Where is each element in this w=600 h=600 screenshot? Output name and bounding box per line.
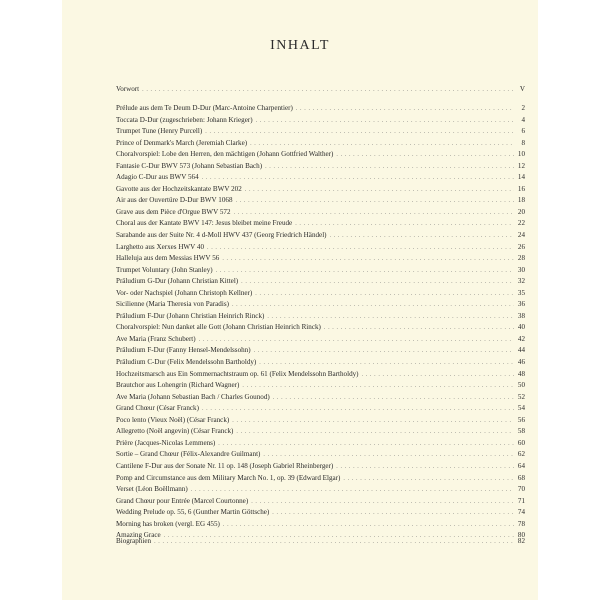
- dot-leader: [232, 300, 514, 312]
- toc-entry-title: Trumpet Tune (Henry Purcell): [116, 127, 203, 136]
- dot-leader: [256, 116, 514, 128]
- toc-entry: [116, 415, 525, 427]
- dot-leader: [223, 520, 514, 532]
- toc-list: [116, 103, 525, 542]
- toc-entry: [116, 138, 525, 150]
- toc-entry-page: 28: [517, 254, 525, 263]
- dot-leader: [236, 196, 515, 208]
- toc-entry-page: 14: [517, 173, 525, 182]
- toc-entry-page: 70: [517, 485, 525, 494]
- toc-entry: [116, 438, 525, 450]
- toc-entry: [116, 536, 525, 548]
- toc-entry-page: 38: [517, 311, 525, 320]
- toc-entry: [116, 195, 525, 207]
- toc-entry-page: 4: [521, 115, 525, 124]
- toc-entry: [116, 392, 525, 404]
- toc-entry: [116, 357, 525, 369]
- toc-entry: [116, 334, 525, 346]
- dot-leader: [296, 104, 514, 116]
- toc-appendix-section: [116, 536, 525, 548]
- toc-entry: [116, 449, 525, 461]
- toc-entry-title: Choral aus der Kantate BWV 147: Jesus bleibet meine Freude: [116, 219, 293, 228]
- toc-entry-page: 18: [517, 196, 525, 205]
- toc-entry: [116, 149, 525, 161]
- toc-entry-page: 64: [517, 461, 525, 470]
- dot-leader: [205, 127, 514, 139]
- toc-entry-page: 54: [517, 404, 525, 413]
- toc-entry: [116, 496, 525, 508]
- document-page: [62, 0, 538, 600]
- toc-entry: [116, 311, 525, 323]
- dot-leader: [218, 439, 514, 451]
- toc-entry-title: Toccata D-Dur (zugeschrieben: Johann Krieger): [116, 115, 253, 124]
- dot-leader: [202, 173, 514, 185]
- toc-entry-page: 8: [521, 138, 525, 147]
- toc-entry: [116, 345, 525, 357]
- toc-entry-page: 2: [521, 104, 525, 112]
- toc-entry-title: Präludium C-Dur (Felix Mendelssohn Bartholdy): [116, 358, 257, 367]
- toc-entry: [116, 126, 525, 138]
- dot-leader: [330, 231, 514, 243]
- toc-entry-page: 78: [517, 519, 525, 528]
- toc-entry-title: Gavotte aus der Hochzeitskantate BWV 202: [116, 184, 242, 193]
- toc-preface-section: [116, 84, 525, 96]
- toc-entry-title: Wedding Prelude op. 55, 6 (Gunther Martin Göttsche): [116, 508, 270, 517]
- toc-entry-title: Cantilene F-Dur aus der Sonate Nr. 11 op. 148 (Joseph Gabriel Rheinberger): [116, 461, 334, 470]
- toc-entry: [116, 207, 525, 219]
- toc-entry: [116, 161, 525, 173]
- dot-leader: [241, 277, 514, 289]
- toc-entry-page: 60: [517, 438, 525, 447]
- toc-entry-title: Prière (Jacques-Nicolas Lemmens): [116, 438, 216, 447]
- toc-entry-title: Vor- oder Nachspiel (Johann Christoph Kellner): [116, 288, 253, 297]
- toc-entry-title: Fantasie C-Dur BWV 573 (Johann Sebastian Bach): [116, 161, 263, 170]
- toc-entry: [116, 322, 525, 334]
- dot-leader: [245, 185, 514, 197]
- toc-entry-page: 26: [517, 242, 525, 251]
- toc-entry: [116, 115, 525, 127]
- toc-entry: [116, 461, 525, 473]
- dot-leader: [154, 537, 514, 549]
- toc-entry: [116, 299, 525, 311]
- toc-entry-title: Trumpet Voluntary (John Stanley): [116, 265, 213, 274]
- dot-leader: [343, 474, 514, 486]
- dot-leader: [336, 150, 514, 162]
- toc-entry: [116, 288, 525, 300]
- toc-entry-page: 74: [517, 508, 525, 517]
- toc-entry-page: 50: [517, 381, 525, 390]
- toc-entry: [116, 507, 525, 519]
- toc-entry: [116, 103, 525, 115]
- toc-entry: [116, 276, 525, 288]
- dot-leader: [255, 289, 514, 301]
- toc-entry-page: 44: [517, 346, 525, 355]
- dot-leader: [265, 162, 514, 174]
- toc-entry-title: Grand Chœur (César Franck): [116, 404, 199, 413]
- dot-leader: [222, 254, 514, 266]
- toc-entry-title: Präludium F-Dur (Fanny Hensel-Mendelssohn): [116, 346, 251, 355]
- toc-entry-page: 30: [517, 265, 525, 274]
- toc-entry: [116, 172, 525, 184]
- toc-entry-title: Ave Maria (Johann Sebastian Bach / Charles Gounod): [116, 392, 270, 401]
- dot-leader: [362, 370, 514, 382]
- toc-entry-page: 22: [517, 219, 525, 228]
- toc-entry: [116, 426, 525, 438]
- toc-entry-page: 56: [517, 415, 525, 424]
- toc-entry-page: 48: [517, 369, 525, 378]
- toc-entry-page: 82: [517, 537, 525, 545]
- toc-entry-title: Halleluja aus dem Messias HWV 56: [116, 254, 220, 263]
- dot-leader: [254, 346, 514, 358]
- dot-leader: [251, 497, 514, 509]
- toc-entry-title: Morning has broken (vergl. EG 455): [116, 519, 220, 528]
- toc-entry-title: Choralvorspiel: Lobe den Herren, den mächtigen (Johann Gottfried Walther): [116, 150, 334, 159]
- dot-leader: [295, 219, 514, 231]
- toc-entry-title: Biographien: [116, 537, 152, 545]
- dot-leader: [142, 85, 514, 97]
- toc-entry: [116, 403, 525, 415]
- toc-entry-page: 16: [517, 184, 525, 193]
- dot-leader: [202, 404, 514, 416]
- toc-entry: [116, 519, 525, 531]
- toc-entry-page: 40: [517, 323, 525, 332]
- toc-entry-title: Prince of Denmark's March (Jeremiah Clarke): [116, 138, 248, 147]
- dot-leader: [242, 381, 514, 393]
- toc-entry-title: Air aus der Ouvertüre D-Dur BWV 1068: [116, 196, 233, 205]
- toc-entry-title: Prélude aus dem Te Deum D-Dur (Marc-Antoine Charpentier): [116, 104, 293, 112]
- toc-entry-title: Sicilienne (Maria Theresia von Paradis): [116, 300, 229, 309]
- toc-entry-page: 71: [517, 496, 525, 505]
- toc-entry-page: 58: [517, 427, 525, 436]
- toc-entry-title: Choralvorspiel: Nun danket alle Gott (Johann Christian Heinrich Rinck): [116, 323, 321, 332]
- toc-entry: [116, 230, 525, 242]
- toc-entry-title: Hochzeitsmarsch aus Ein Sommernachtstraum op. 61 (Felix Mendelssohn Bartholdy): [116, 369, 359, 378]
- dot-leader: [336, 462, 514, 474]
- toc-entry-page: 20: [517, 207, 525, 216]
- toc-entry: [116, 184, 525, 196]
- toc-entry-title: Adagio C-Dur aus BWV 564: [116, 173, 199, 182]
- toc-entry-title: Grand Chœur pour Entrée (Marcel Courtonne): [116, 496, 249, 505]
- toc-entry: [116, 84, 525, 96]
- toc-entry-page: 42: [517, 334, 525, 343]
- dot-leader: [273, 393, 514, 405]
- dot-leader: [216, 266, 514, 278]
- toc-entry-page: 12: [517, 161, 525, 170]
- dot-leader: [324, 323, 514, 335]
- toc-entry-title: Sortie – Grand Chœur (Félix-Alexandre Guilmant): [116, 450, 261, 459]
- toc-entry-page: 36: [517, 300, 525, 309]
- toc-entry-page: 80: [517, 531, 525, 540]
- toc-entry-title: Allegretto (Noël angevin) (César Franck): [116, 427, 234, 436]
- toc-entry-page: 32: [517, 277, 525, 286]
- toc-entry-title: Pomp and Circumstance aus dem Military March No. 1, op. 39 (Edward Elgar): [116, 473, 341, 482]
- toc-entry: [116, 380, 525, 392]
- toc-entry-title: Amazing Grace: [116, 531, 161, 540]
- toc-entry-title: Sarabande aus der Suite Nr. 4 d-Moll HWV 437 (Georg Friedrich Händel): [116, 231, 327, 240]
- dot-leader: [272, 508, 514, 520]
- toc-entry: [116, 265, 525, 277]
- toc-entry: [116, 484, 525, 496]
- toc-entry-page: 62: [517, 450, 525, 459]
- toc-entry-page: 6: [521, 127, 525, 136]
- toc-entry-title: Präludium F-Dur (Johann Christian Heinrich Rinck): [116, 311, 265, 320]
- toc-entry-page: 52: [517, 392, 525, 401]
- toc-entry: [116, 218, 525, 230]
- toc-entry-title: Larghetto aus Xerxes HWV 40: [116, 242, 204, 251]
- toc-entry-page: 10: [517, 150, 525, 159]
- toc-entry-title: Poco lento (Vieux Noël) (César Franck): [116, 415, 230, 424]
- dot-leader: [207, 243, 514, 255]
- toc-entry-title: Vorwort: [116, 85, 140, 93]
- toc-entry: [116, 253, 525, 265]
- dot-leader: [232, 416, 514, 428]
- toc-entry-page: V: [519, 85, 525, 93]
- toc-entry: [116, 473, 525, 485]
- toc-entry-title: Grave aus dem Pièce d'Orgue BWV 572: [116, 207, 231, 216]
- toc-entry-page: 68: [517, 473, 525, 482]
- toc-entry-page: 24: [517, 231, 525, 240]
- toc-entry: [116, 242, 525, 254]
- toc-entry-title: Ave Maria (Franz Schubert): [116, 334, 196, 343]
- dot-leader: [236, 427, 514, 439]
- toc-entry: [116, 369, 525, 381]
- toc-entry-title: Verset (Léon Boëllmann): [116, 485, 188, 494]
- toc-entry-title: Präludium G-Dur (Johann Christian Kittel): [116, 277, 239, 286]
- page-title: INHALT: [270, 38, 330, 53]
- toc-entry-page: 35: [517, 288, 525, 297]
- toc-entry-page: 46: [517, 358, 525, 367]
- toc-entry-title: Brautchor aus Lohengrin (Richard Wagner): [116, 381, 240, 390]
